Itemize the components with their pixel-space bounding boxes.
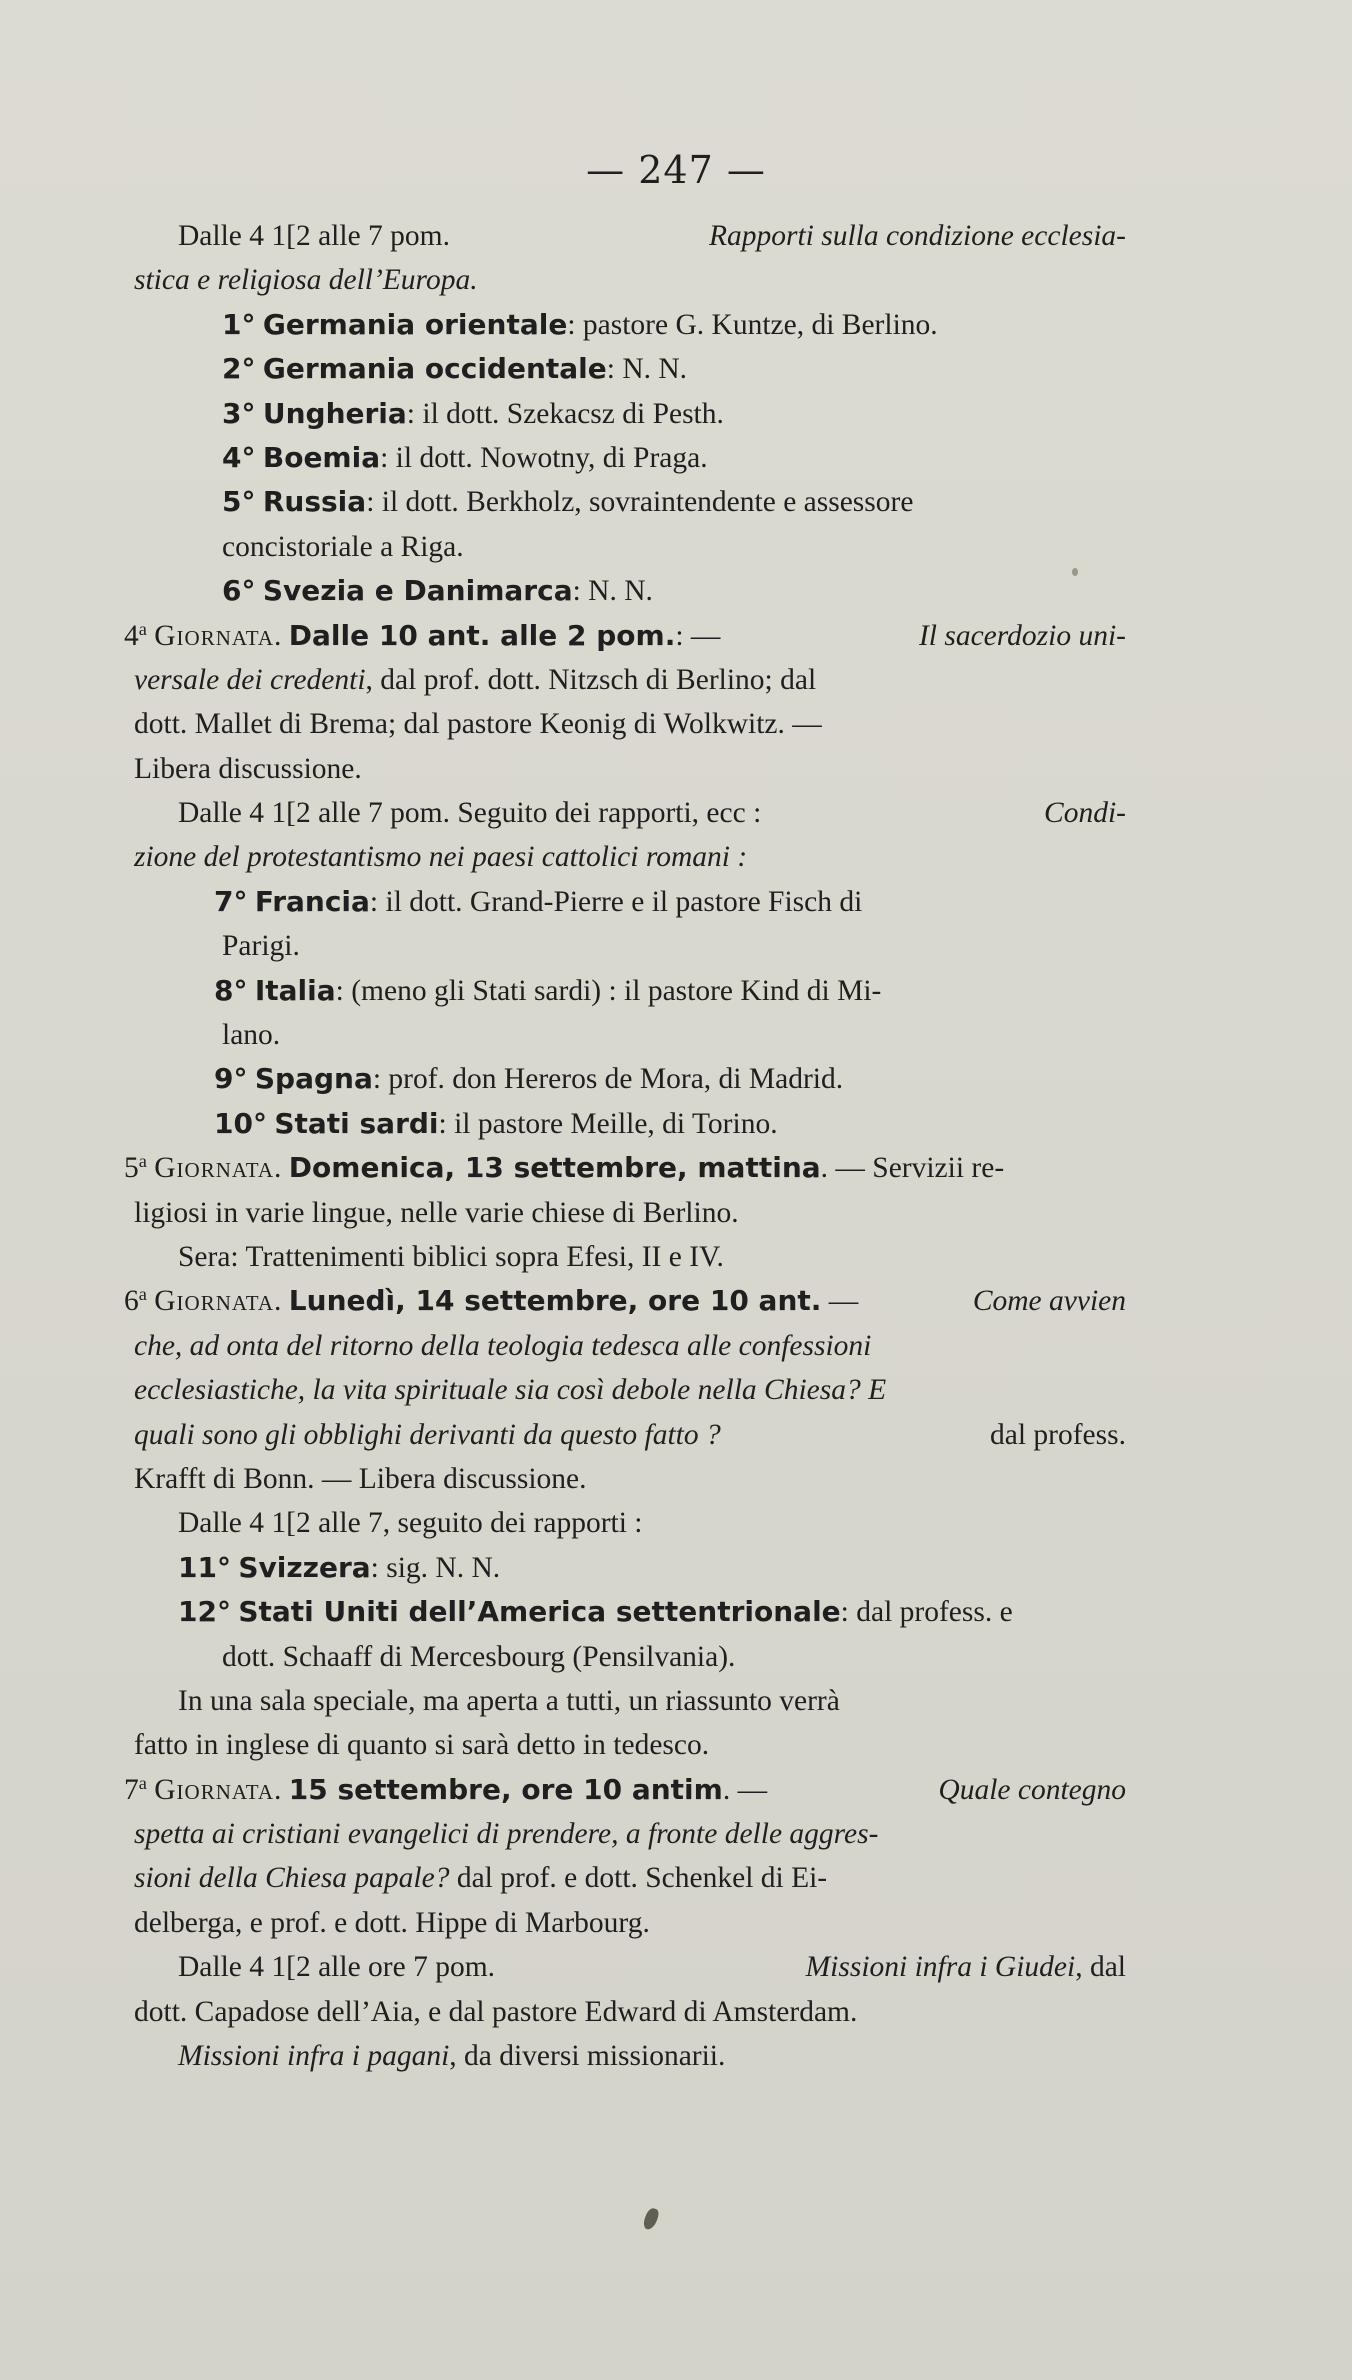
report-item: 1° Germania orientale: pastore G. Kuntze, di Berlino.: [222, 307, 938, 341]
text-line: dott. Schaaff di Mercesbourg (Pensilvania).: [222, 1640, 736, 1673]
ink-spot: [642, 2207, 661, 2232]
text-line: zione del protestantismo nei paesi cattolici romani :: [134, 841, 748, 874]
report-item: 9° Spagna: prof. don Hereros de Mora, di Madrid.: [214, 1062, 844, 1096]
text-line: Parigi.: [222, 930, 300, 963]
text-line: Dalle 4 1[2 alle ore 7 pom. Missioni infra i Giudei, dal: [178, 1951, 1126, 1984]
day-heading: 6$^a$ Giornata. Lunedì, 14 settembre, ore 10 ant. — Come avvien: [124, 1284, 1126, 1318]
day-heading: 5$^a$ Giornata. Domenica, 13 settembre, mattina. — Servizii re-: [124, 1151, 1005, 1185]
text-line: quali sono gli obblighi derivanti da questo fatto ? dal profess.: [134, 1418, 1126, 1451]
report-item: 3° Ungheria: il dott. Szekacsz di Pesth.: [222, 396, 724, 430]
report-item: 12° Stati Uniti dell’America settentrionale: dal profess. e: [178, 1595, 1013, 1629]
text-line: Dalle 4 1[2 alle 7 pom. Seguito dei rapporti, ecc : Condi-: [178, 797, 1126, 830]
text-line: ligiosi in varie lingue, nelle varie chiese di Berlino.: [134, 1196, 739, 1229]
text-line: Krafft di Bonn. — Libera discussione.: [134, 1462, 587, 1495]
ink-speck: [1072, 568, 1078, 576]
report-item: 11° Svizzera: sig. N. N.: [178, 1550, 501, 1584]
text-line: Libera discussione.: [134, 752, 362, 785]
page-number: — 247 —: [586, 148, 766, 192]
text-line: versale dei credenti, dal prof. dott. Nitzsch di Berlino; dal: [134, 663, 817, 696]
text-line: dott. Capadose dell’Aia, e dal pastore Edward di Amsterdam.: [134, 1995, 858, 2028]
report-item: 10° Stati sardi: il pastore Meille, di Torino.: [214, 1106, 778, 1140]
text-line: fatto in inglese di quanto si sarà detto in tedesco.: [134, 1729, 710, 1762]
report-item: 5° Russia: il dott. Berkholz, sovraintendente e assessore: [222, 485, 914, 519]
text-line: dott. Mallet di Brema; dal pastore Keonig di Wolkwitz. —: [134, 708, 822, 741]
text-line: stica e religiosa dell’Europa.: [134, 264, 478, 297]
text-line: Dalle 4 1[2 alle 7, seguito dei rapporti :: [178, 1507, 643, 1540]
text-line: Sera: Trattenimenti biblici sopra Efesi, II e IV.: [178, 1240, 724, 1273]
text-line: che, ad onta del ritorno della teologia tedesca alle confessioni: [134, 1329, 872, 1362]
text-line: spetta ai cristiani evangelici di prendere, a fronte delle aggres-: [134, 1818, 879, 1851]
report-item: 4° Boemia: il dott. Nowotny, di Praga.: [222, 440, 708, 474]
text-line: ecclesiastiche, la vita spirituale sia così debole nella Chiesa? E: [134, 1374, 887, 1407]
report-item: 8° Italia: (meno gli Stati sardi) : il pastore Kind di Mi-: [214, 973, 882, 1007]
text-line: Dalle 4 1[2 alle 7 pom. Rapporti sulla condizione ecclesia-: [178, 220, 1126, 252]
text-line: concistoriale a Riga.: [222, 530, 464, 563]
report-item: 2° Germania occidentale: N. N.: [222, 352, 688, 386]
text-line: delberga, e prof. e dott. Hippe di Marbourg.: [134, 1906, 650, 1939]
report-item: 7° Francia: il dott. Grand-Pierre e il pastore Fisch di: [214, 884, 863, 918]
day-heading: 7$^a$ Giornata. 15 settembre, ore 10 antim. — Quale contegno: [124, 1772, 1126, 1806]
text-line: lano.: [222, 1019, 281, 1052]
day-heading: 4$^a$ Giornata. Dalle 10 ant. alle 2 pom.: — Il sacerdozio uni-: [124, 618, 1126, 652]
text-line: sioni della Chiesa papale? dal prof. e dott. Schenkel di Ei-: [134, 1862, 828, 1895]
report-item: 6° Svezia e Danimarca: N. N.: [222, 574, 653, 608]
page-text: [124, 214, 1126, 2078]
text-line: Missioni infra i pagani, da diversi missionarii.: [178, 2040, 726, 2073]
text-line: In una sala speciale, ma aperta a tutti, un riassunto verrà: [178, 1684, 840, 1717]
